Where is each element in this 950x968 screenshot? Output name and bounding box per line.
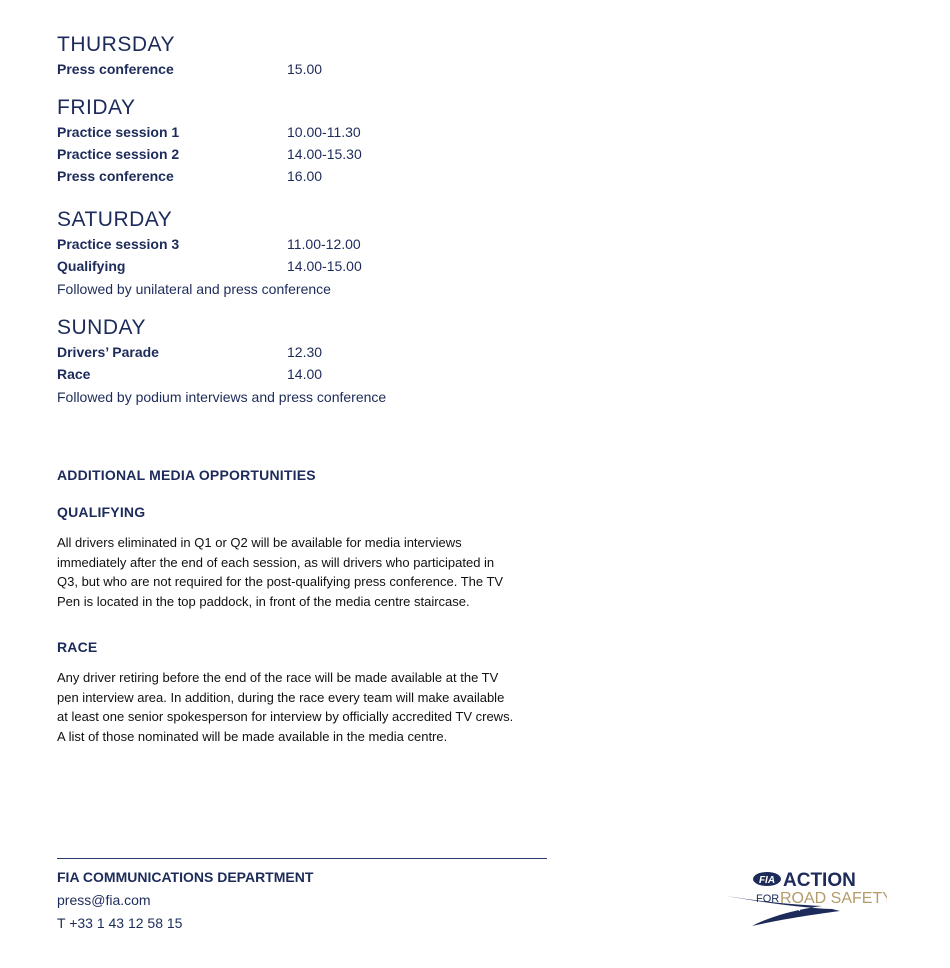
schedule-note: Followed by unilateral and press conference [57,281,331,297]
paragraph-line: immediately after the end of each session, as will drivers who participated in [57,554,495,570]
logo-badge-text: FIA [758,875,776,886]
session-label: Press conference [57,168,174,184]
logo-graphic [722,866,887,931]
footer-department: FIA COMMUNICATIONS DEPARTMENT [57,869,314,885]
session-time: 11.00-12.00 [287,236,361,252]
session-time: 10.00-11.30 [287,124,361,140]
paragraph-line: A list of those nominated will be made available in the media centre. [57,728,448,744]
schedule-row [57,168,557,188]
schedule-row [57,61,557,81]
race-heading: RACE [57,639,98,655]
session-time: 14.00-15.00 [287,258,362,274]
session-time: 14.00-15.30 [287,146,362,162]
qualifying-paragraph [57,533,537,611]
schedule-row [57,124,557,144]
logo-word-for: FOR [756,893,780,905]
paragraph-line: Pen is located in the top paddock, in front of the media centre staircase. [57,593,470,609]
day-heading-saturday: SATURDAY [57,208,173,231]
day-heading-thursday: THURSDAY [57,33,175,56]
paragraph-line: Q3, but who are not required for the post-qualifying press conference. The TV [57,574,504,590]
schedule-row [57,236,557,256]
session-label: Press conference [57,61,174,77]
section-title: ADDITIONAL MEDIA OPPORTUNITIES [57,467,316,483]
paragraph-line: Any driver retiring before the end of the race will be made available at the TV [57,670,499,685]
qualifying-heading: QUALIFYING [57,504,146,520]
session-time: 14.00 [287,366,323,382]
schedule-row [57,366,557,386]
schedule-note: Followed by podium interviews and press conference [57,389,387,405]
footer-email[interactable]: press@fia.com [57,892,151,908]
footer-phone: T +33 1 43 12 58 15 [57,915,183,931]
footer-divider [57,858,547,859]
logo-word-road-safety: ROAD SAFETY [780,890,887,907]
day-heading-sunday: SUNDAY [57,316,146,339]
session-time: 16.00 [287,168,323,184]
session-label: Race [57,366,91,382]
session-time: 15.00 [287,61,323,77]
session-label: Drivers’ Parade [57,344,159,360]
day-heading-friday: FRIDAY [57,96,136,119]
session-label: Practice session 1 [57,124,180,140]
session-time: 12.30 [287,344,323,360]
paragraph-line: All drivers eliminated in Q1 or Q2 will be available for media interviews [57,535,462,550]
session-label: Practice session 3 [57,236,180,252]
action-for-road-safety-logo [722,866,887,931]
paragraph-line: at least one senior spokesperson for interview by officially accredited TV crews. [57,709,514,725]
session-label: Qualifying [57,258,126,274]
paragraph-line: pen interview area. In addition, during the race every team will make available [57,689,505,705]
schedule-row [57,258,557,278]
schedule-row [57,344,557,364]
schedule-row [57,146,557,166]
logo-word-action: ACTION [783,870,856,891]
session-label: Practice session 2 [57,146,180,162]
race-paragraph [57,668,537,746]
